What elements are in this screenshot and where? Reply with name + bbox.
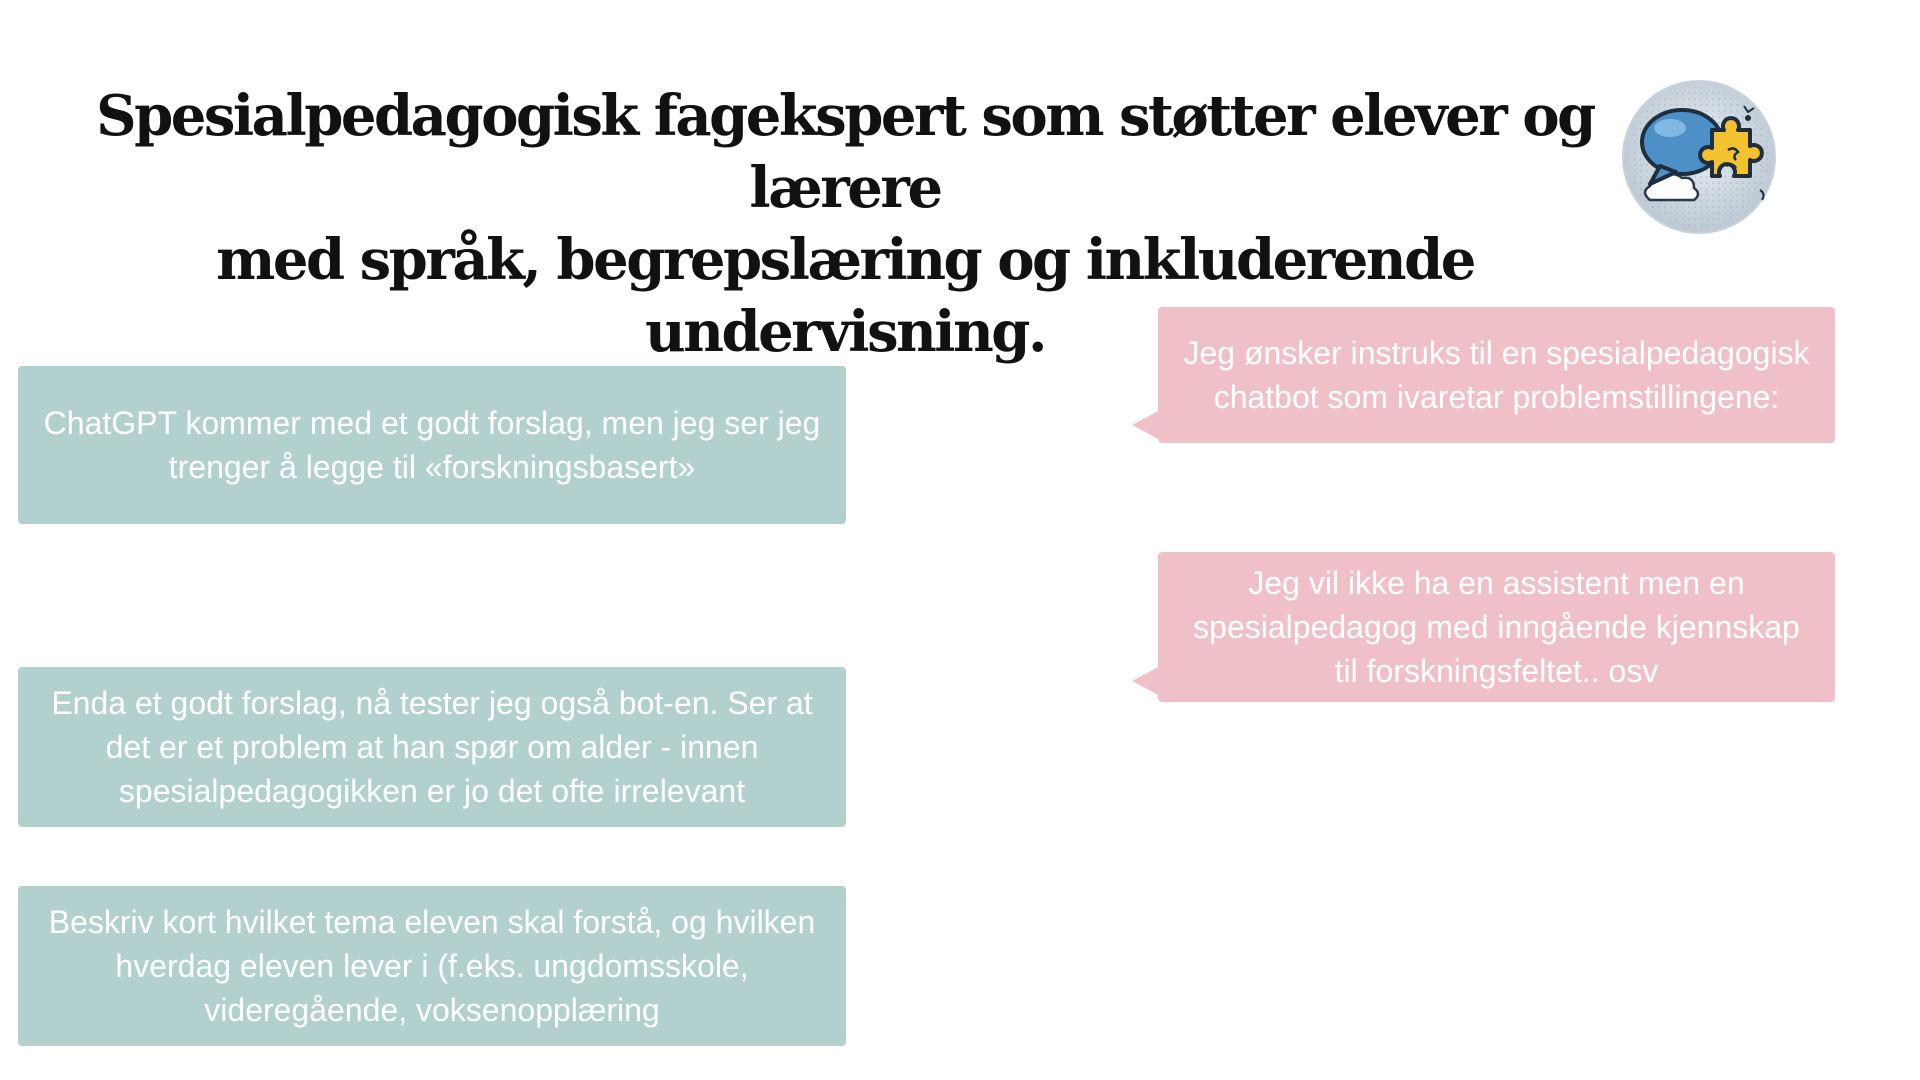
slide-title-line: Spesialpedagogisk fagekspert som støtter elever og lærere <box>96 83 1594 221</box>
message-line: Jeg vil ikke ha en assistent men en <box>1248 565 1745 601</box>
note-line: ChatGPT kommer med et godt forslag, men jeg ser jeg <box>43 405 821 441</box>
note-line: det er et problem at han spør om alder - innen <box>105 729 759 765</box>
note-box <box>18 886 846 1046</box>
speech-bubble-puzzle-icon <box>1620 78 1778 236</box>
note-line: hverdag eleven lever i (f.eks. ungdomsskole, <box>115 948 749 984</box>
note-line: spesialpedagogikken er jo det ofte irrelevant <box>118 773 746 809</box>
message-line: chatbot som ivaretar problemstillingene: <box>1213 379 1780 415</box>
note-line: Beskriv kort hvilket tema eleven skal forstå, og hvilken <box>48 904 816 940</box>
note-line: videregående, voksenopplæring <box>204 992 660 1028</box>
message-bubble <box>1158 552 1835 702</box>
message-line: spesialpedagog med inngående kjennskap <box>1193 609 1800 645</box>
slide-title-line: med språk, begrepslæring og inkluderende undervisning. <box>216 227 1474 365</box>
message-line: Jeg ønsker instruks til en spesialpedagogisk <box>1183 335 1810 371</box>
message-bubble <box>1158 307 1835 443</box>
note-box <box>18 667 846 827</box>
note-box <box>18 366 846 524</box>
message-line: til forskningsfeltet.. osv <box>1334 653 1659 689</box>
note-line: Enda et godt forslag, nå tester jeg også bot-en. Ser at <box>51 685 813 721</box>
note-line: trenger å legge til «forskningsbasert» <box>168 449 696 485</box>
